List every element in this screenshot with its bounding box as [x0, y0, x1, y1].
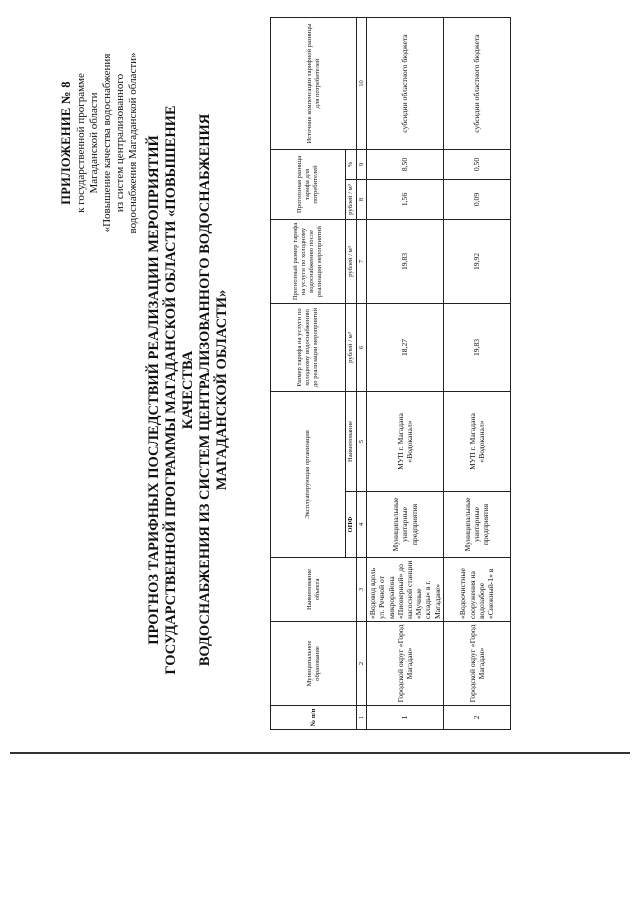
row-num: 2	[443, 706, 510, 730]
row-tariff-after: 19,83	[367, 219, 444, 303]
row-object: «Водовод вдоль ул. Речной от микрорайона «Пионерный» до насосной станции «Мучные склады» в г. Магадане»	[367, 558, 444, 622]
header-tariff-after: Прогнозный размер тарифа на услуги по холодному водоснабжению после реализации мероприятий	[271, 219, 346, 303]
column-number: 3	[357, 558, 367, 622]
row-municipality: Городской округ «Город Магадан»	[443, 622, 510, 706]
header-num: № п/п	[271, 706, 357, 730]
column-number: 2	[357, 622, 367, 706]
column-number: 10	[357, 17, 367, 149]
header-object: Наименование объекта	[271, 558, 357, 622]
appendix-line: «Повышение качества водоснабжения	[101, 53, 113, 233]
row-tariff-before: 18,27	[367, 303, 444, 391]
header-opf: ОПФ	[346, 492, 357, 558]
document-heading	[146, 70, 231, 710]
row-source: субсидии областного бюджета	[367, 17, 444, 149]
header-name: Наименование	[346, 391, 357, 491]
column-number: 7	[357, 219, 367, 303]
column-number: 1	[357, 706, 367, 730]
column-number: 6	[357, 303, 367, 391]
header-operator: Эксплуатирующая организация	[271, 391, 346, 557]
row-operator-name: МУП г. Магадана «Водоканал»	[367, 391, 444, 491]
header-unit-pct: %	[346, 149, 357, 179]
header-unit: рублей / м³	[346, 303, 357, 391]
row-operator-name: МУП г. Магадана «Водоканал»	[443, 391, 510, 491]
appendix-line: к государственной программе	[75, 73, 87, 213]
column-number-row	[357, 17, 367, 729]
appendix-title: ПРИЛОЖЕНИЕ № 8	[59, 81, 73, 205]
row-municipality: Городской округ «Город Магадан»	[367, 622, 444, 706]
row-diff-pct: 0,50	[443, 149, 510, 179]
header-diff: Прогнозная разница тарифа для потребителей	[271, 149, 346, 219]
header-unit: рублей / м³	[346, 219, 357, 303]
appendix-line: из систем централизованного	[114, 73, 126, 213]
row-diff-rub: 1,56	[367, 179, 444, 219]
heading-line: ГОСУДАРСТВЕННОЙ ПРОГРАММЫ МАГАДАНСКОЙ ОБЛАСТИ «ПОВЫШЕНИЕ КАЧЕСТВА	[163, 105, 196, 675]
row-object: «Водоочистные сооружения на водозаборе «Снежный-1» в	[443, 558, 510, 622]
header-unit: рублей / м³	[346, 179, 357, 219]
row-tariff-after: 19,92	[443, 219, 510, 303]
table-header-row	[271, 17, 346, 729]
column-number: 8	[357, 179, 367, 219]
row-diff-rub: 0,09	[443, 179, 510, 219]
table-row	[367, 17, 444, 729]
row-opf: Муниципальные унитарные предприятия	[367, 492, 444, 558]
appendix-line: Магаданской области	[88, 92, 100, 194]
row-opf: Муниципальные унитарные предприятия	[443, 492, 510, 558]
appendix-block	[60, 18, 140, 268]
page-divider-line	[10, 752, 630, 754]
header-tariff-before: Размер тарифа на услуги по холодному водоснабжению до реализации мероприятий	[271, 303, 346, 391]
column-number: 4	[357, 492, 367, 558]
tariff-table	[270, 17, 511, 730]
heading-line: МАГАДАНСКОЙ ОБЛАСТИ»	[214, 289, 230, 491]
heading-line: ПРОГНОЗ ТАРИФНЫХ ПОСЛЕДСТВИЙ РЕАЛИЗАЦИИ МЕРОПРИЯТИЙ	[146, 135, 162, 645]
row-source: субсидии областного бюджета	[443, 17, 510, 149]
column-number: 5	[357, 391, 367, 491]
table-row	[443, 17, 510, 729]
header-source: Источник компенсации тарифной разницы для потребителей	[271, 17, 357, 149]
appendix-line: водоснабжения Магаданской области»	[127, 52, 139, 234]
row-num: 1	[367, 706, 444, 730]
rotated-document-page	[59, 10, 496, 730]
row-tariff-before: 19,83	[443, 303, 510, 391]
row-diff-pct: 8,50	[367, 149, 444, 179]
heading-line: ВОДОСНАБЖЕНИЯ ИЗ СИСТЕМ ЦЕНТРАЛИЗОВАННОГО ВОДОСНАБЖЕНИЯ	[197, 113, 213, 667]
header-municipality: Муниципальное образование	[271, 622, 357, 706]
column-number: 9	[357, 149, 367, 179]
